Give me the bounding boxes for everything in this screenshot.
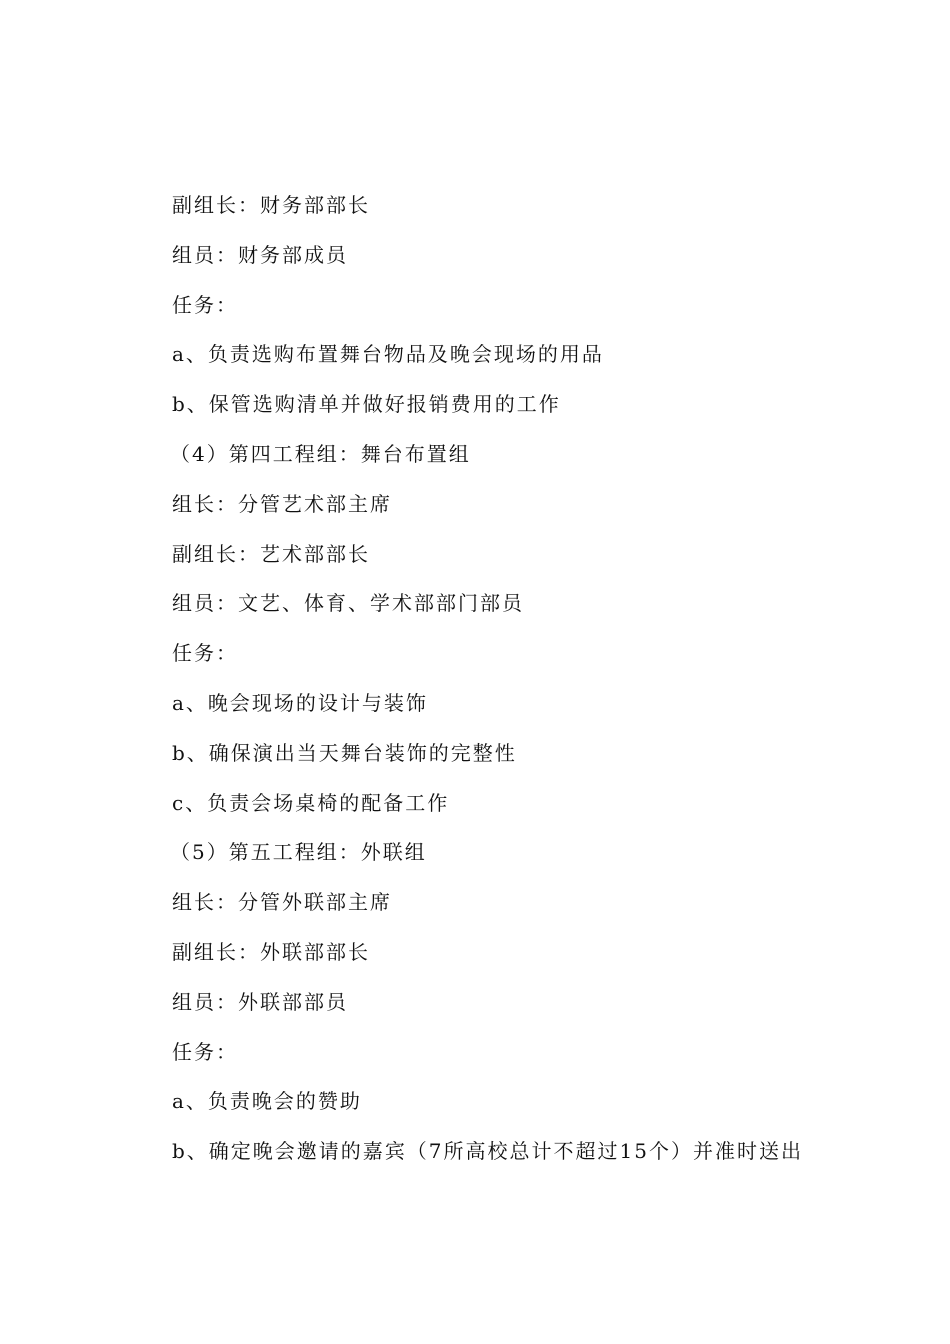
text-line: a、负责晚会的赞助 bbox=[172, 1089, 362, 1114]
text-line: 任务： bbox=[172, 292, 238, 317]
text-line: 任务： bbox=[172, 1039, 238, 1064]
text-line: a、负责选购布置舞台物品及晚会现场的用品 bbox=[172, 342, 604, 367]
section-heading: （4）第四工程组：舞台布置组 bbox=[170, 441, 471, 466]
text-line: 组员：外联部部员 bbox=[172, 989, 348, 1014]
text-line: b、确保演出当天舞台装饰的完整性 bbox=[172, 740, 517, 765]
text-line: 任务： bbox=[172, 641, 238, 666]
text-line: b、保管选购清单并做好报销费用的工作 bbox=[172, 392, 561, 417]
text-line: 副组长：艺术部部长 bbox=[172, 541, 370, 566]
text-line: b、确定晚会邀请的嘉宾（7所高校总计不超过15个）并准时送出 bbox=[172, 1139, 803, 1164]
text-line: 组长：分管艺术部主席 bbox=[172, 491, 392, 516]
document-body bbox=[172, 190, 872, 1186]
text-line: 组长：分管外联部主席 bbox=[172, 890, 392, 915]
text-line: c、负责会场桌椅的配备工作 bbox=[172, 790, 450, 815]
text-line: 副组长：外联部部长 bbox=[172, 939, 370, 964]
text-line: 组员：财务部成员 bbox=[172, 242, 348, 267]
text-line: 副组长：财务部部长 bbox=[172, 193, 370, 217]
text-line: 组员：文艺、体育、学术部部门部员 bbox=[172, 591, 524, 616]
section-heading: （5）第五工程组：外联组 bbox=[170, 840, 427, 865]
text-line: a、晚会现场的设计与装饰 bbox=[172, 690, 428, 715]
